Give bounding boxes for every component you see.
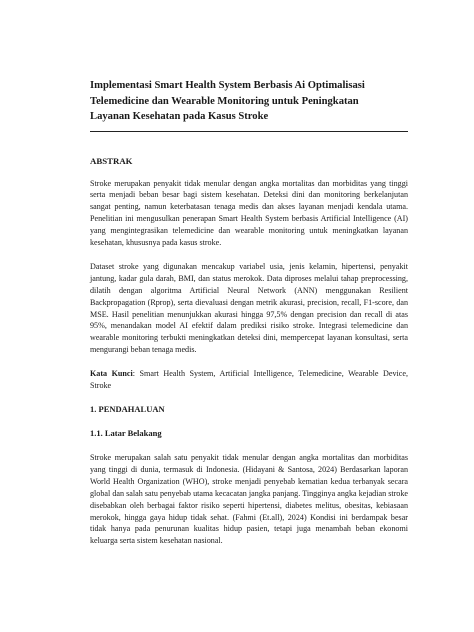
keywords-label: Kata Kunci — [90, 369, 133, 379]
subsection-heading: 1.1. Latar Belakang — [90, 428, 162, 438]
abstract-paragraph: Stroke merupakan penyakit tidak menular dengan angka mortalitas dan morbiditas yang tinggi serta menjadi beban besar bagi sistem kesehatan. Deteksi dini dan monitoring berkelanjutan sangat penting, namun keterbatasan tenaga medis dan akses layanan menjadi kendala utama. Penelitian ini mengusulkan penerapan Smart Health System berbasis Artificial Intelligence (AI) yang mengintegrasikan telemedicine dan wearable monitoring untuk meningkatkan layanan kesehatan, khususnya pada kasus stroke. — [90, 178, 408, 248]
keywords-text: : Smart Health System, Artificial Intelligence, Telemedicine, Wearable Device, Stroke — [90, 369, 408, 391]
keywords — [90, 368, 408, 392]
title-divider — [90, 131, 408, 132]
title-line: Implementasi Smart Health System Berbasis Ai Optimalisasi — [90, 80, 365, 91]
intro-paragraph: Stroke merupakan salah satu penyakit tidak menular dengan angka mortalitas dan morbiditas yang tinggi di dunia, termasuk di Indonesia. (Hidayani & Santosa, 2024) Berdasarkan laporan World Health Organization (WHO), stroke menjadi penyebab kematian kedua terbanyak secara global dan salah satu penyebab utama kecacatan jangka panjang. Tingginya angka kejadian stroke disebabkan oleh berbagai faktor risiko seperti hipertensi, diabetes melitus, obesitas, kebiasaan merokok, hingga gaya hidup tidak sehat. (Fahmi (Et.all), 2024) Kondisi ini berdampak besar tidak hanya pada penurunan kualitas hidup pasien, tetapi juga menambah beban ekonomi keluarga serta sistem kesehatan nasional. — [90, 453, 408, 546]
abstract-heading: ABSTRAK — [90, 155, 133, 166]
section-heading: 1. PENDAHALUAN — [90, 404, 165, 414]
paper-title — [90, 78, 408, 125]
title-line: Telemedicine dan Wearable Monitoring untuk Peningkatan — [90, 95, 359, 107]
title-line: Layanan Kesehatan pada Kasus Stroke — [90, 111, 269, 122]
abstract-paragraph: Dataset stroke yang digunakan mencakup variabel usia, jenis kelamin, hipertensi, penyakit jantung, kadar gula darah, BMI, dan status merokok. Data diproses melalui tahap preprocessing, dilatih dengan algoritma Artificial Neural Network (ANN) menggunakan Resilient Backpropagation (Rprop), serta dievaluasi dengan metrik akurasi, precision, recall, F1-score, dan MSE. Hasil penelitian menunjukkan akurasi hingga 97,5% dengan precision dan recall di atas 95%, menandakan model AI efektif dalam prediksi risiko stroke. Integrasi telemedicine dan wearable monitoring terbukti meningkatkan deteksi dini, mempercepat layanan konsultasi, serta mengurangi beban tenaga medis. — [90, 261, 408, 355]
